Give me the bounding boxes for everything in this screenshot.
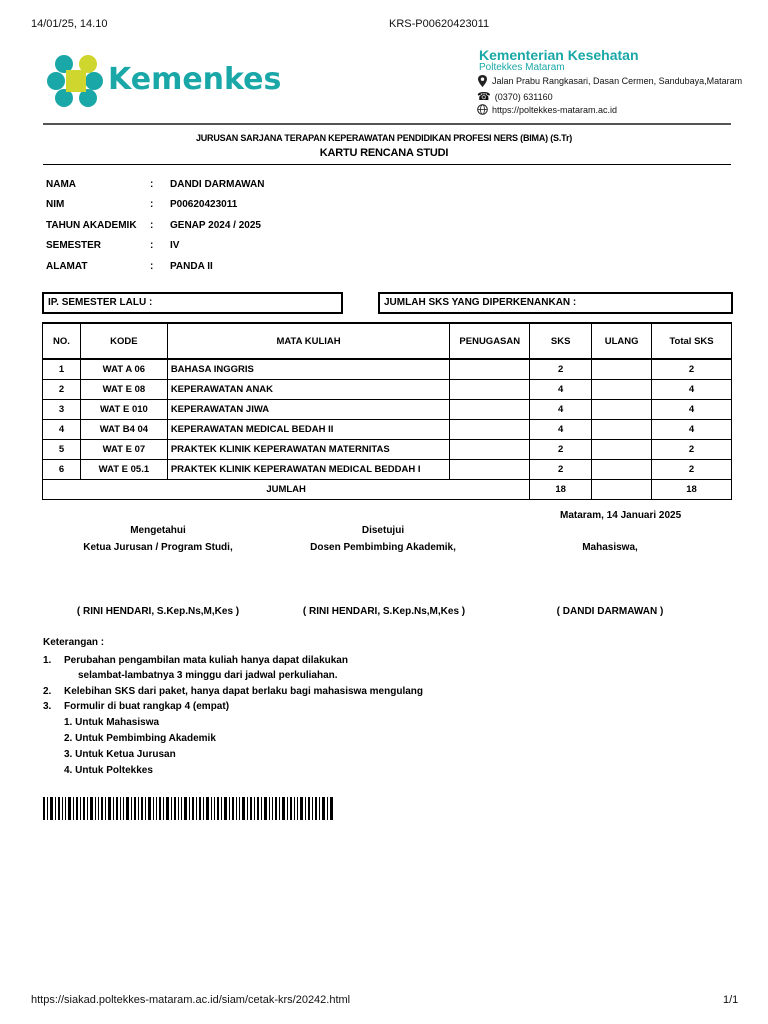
cell-matakuliah: BAHASA INGGRIS	[167, 359, 449, 380]
cell-kode: WAT E 010	[80, 400, 167, 420]
org-website	[477, 104, 617, 115]
cell-matakuliah: PRAKTEK KLINIK KEPERAWATAN MEDICAL BEDDAH I	[167, 460, 449, 480]
print-doc-title: KRS-P00620423011	[389, 18, 490, 30]
cell-matakuliah: KEPERAWATAN ANAK	[167, 380, 449, 400]
col-matakuliah-header: MATA KULIAH	[167, 323, 449, 359]
sks-allowed-label: JUMLAH SKS YANG DIPERKENANKAN :	[384, 297, 577, 308]
sig-right-line2: Mahasiswa,	[582, 542, 638, 553]
sig-right-name: ( DANDI DARMAWAN )	[556, 606, 664, 617]
cell-total: 2	[652, 440, 732, 460]
sig-mid-name: ( RINI HENDARI, S.Kep.Ns,M,Kes )	[302, 606, 466, 617]
note-3-text: Formulir di buat rangkap 4 (empat)	[64, 701, 230, 712]
cell-total: 4	[652, 400, 732, 420]
ip-semester-box	[42, 292, 343, 314]
print-datetime: 14/01/25, 14.10	[31, 18, 108, 30]
cell-penugasan	[450, 460, 530, 480]
col-sks-header: SKS	[530, 323, 592, 359]
table-row	[43, 460, 732, 480]
cell-penugasan	[450, 440, 530, 460]
identity-colon: :	[150, 261, 154, 272]
col-ulang-header: ULANG	[592, 323, 652, 359]
note-3-sub-item: 3. Untuk Ketua Jurusan	[64, 749, 176, 760]
cell-penugasan	[450, 380, 530, 400]
col-penugasan-header: PENUGASAN	[450, 323, 530, 359]
cell-sks: 2	[530, 440, 592, 460]
identity-colon: :	[150, 179, 154, 190]
document-title: KARTU RENCANA STUDI	[319, 147, 449, 159]
phone-icon: ☎	[477, 91, 491, 103]
cell-penugasan	[450, 359, 530, 380]
cell-ulang	[592, 359, 652, 380]
cell-sks: 4	[530, 400, 592, 420]
note-3-number: 3.	[43, 701, 52, 712]
header-divider	[43, 123, 731, 125]
cell-penugasan	[450, 400, 530, 420]
globe-icon	[477, 104, 488, 115]
cell-kode: WAT E 08	[80, 380, 167, 400]
note-3-sub-item: 2. Untuk Pembimbing Akademik	[64, 733, 216, 744]
total-label: JUMLAH	[43, 480, 530, 500]
table-row	[43, 359, 732, 380]
identity-value: DANDI DARMAWAN	[170, 179, 265, 190]
cell-matakuliah: KEPERAWATAN JIWA	[167, 400, 449, 420]
department-title: JURUSAN SARJANA TERAPAN KEPERAWATAN PENDIDIKAN PROFESI NERS (BIMA) (S.Tr)	[195, 133, 573, 143]
sig-mid-line1: Disetujui	[361, 525, 405, 536]
cell-sks: 2	[530, 359, 592, 380]
total-total: 18	[652, 480, 732, 500]
org-phone	[477, 90, 553, 103]
note-2-number: 2.	[43, 686, 52, 697]
print-url: https://siakad.poltekkes-mataram.ac.id/siam/cetak-krs/20242.html	[31, 994, 351, 1006]
col-kode-header: KODE	[80, 323, 167, 359]
cell-no: 4	[43, 420, 81, 440]
table-header-row	[43, 323, 732, 359]
cell-kode: WAT A 06	[80, 359, 167, 380]
table-total-row	[43, 480, 732, 500]
notes-heading: Keterangan :	[43, 637, 105, 648]
cell-kode: WAT E 05.1	[80, 460, 167, 480]
cell-ulang	[592, 460, 652, 480]
total-sks: 18	[530, 480, 592, 500]
note-1-line-a: Perubahan pengambilan mata kuliah hanya dapat dilakukan	[64, 655, 348, 666]
org-sub: Poltekkes Mataram	[479, 62, 565, 73]
note-1-number: 1.	[43, 655, 52, 666]
cell-sks: 4	[530, 380, 592, 400]
total-ulang	[592, 480, 652, 500]
cell-sks: 4	[530, 420, 592, 440]
identity-colon: :	[150, 220, 154, 231]
identity-label: SEMESTER	[46, 240, 102, 251]
cell-no: 3	[43, 400, 81, 420]
identity-label: NIM	[46, 199, 65, 210]
location-pin-icon	[477, 75, 488, 87]
barcode-image	[43, 797, 333, 820]
cell-total: 4	[652, 380, 732, 400]
identity-label: TAHUN AKADEMIK	[46, 220, 137, 231]
identity-value: GENAP 2024 / 2025	[170, 220, 261, 231]
cell-matakuliah: PRAKTEK KLINIK KEPERAWATAN MATERNITAS	[167, 440, 449, 460]
address-text: Jalan Prabu Rangkasari, Dasan Cermen, Sandubaya,Mataram	[492, 76, 743, 86]
place-date: Mataram, 14 Januari 2025	[560, 510, 682, 521]
cell-total: 4	[652, 420, 732, 440]
sks-allowed-box	[378, 292, 733, 314]
cell-matakuliah: KEPERAWATAN MEDICAL BEDAH II	[167, 420, 449, 440]
table-row	[43, 400, 732, 420]
website-text[interactable]: https://poltekkes-mataram.ac.id	[492, 104, 618, 115]
identity-value: IV	[170, 240, 180, 251]
identity-label: ALAMAT	[46, 261, 88, 272]
col-no-header: NO.	[43, 323, 81, 359]
org-name: Kementerian Kesehatan	[479, 47, 639, 63]
sig-mid-line2: Dosen Pembimbing Akademik,	[310, 542, 456, 553]
sig-left-line1: Mengetahui	[130, 525, 186, 536]
cell-penugasan	[450, 420, 530, 440]
cell-ulang	[592, 380, 652, 400]
cell-no: 5	[43, 440, 81, 460]
cell-ulang	[592, 440, 652, 460]
identity-colon: :	[150, 199, 154, 210]
phone-text: (0370) 631160	[494, 91, 553, 102]
cell-ulang	[592, 400, 652, 420]
identity-value: PANDA II	[170, 261, 213, 272]
table-row	[43, 380, 732, 400]
table-row	[43, 420, 732, 440]
sig-left-line2: Ketua Jurusan / Program Studi,	[83, 542, 233, 553]
cell-total: 2	[652, 460, 732, 480]
courses-table	[42, 322, 732, 500]
cell-no: 6	[43, 460, 81, 480]
cell-no: 2	[43, 380, 81, 400]
print-page-number: 1/1	[723, 994, 739, 1006]
cell-sks: 2	[530, 460, 592, 480]
identity-label: NAMA	[46, 179, 76, 190]
note-1-line-b: selambat-lambatnya 3 minggu dari jadwal perkuliahan.	[78, 670, 338, 681]
cell-ulang	[592, 420, 652, 440]
kemenkes-logo-icon	[44, 50, 106, 112]
cell-kode: WAT E 07	[80, 440, 167, 460]
cell-no: 1	[43, 359, 81, 380]
ip-semester-label: IP. SEMESTER LALU :	[48, 297, 153, 308]
cell-total: 2	[652, 359, 732, 380]
sig-left-name: ( RINI HENDARI, S.Kep.Ns,M,Kes )	[76, 606, 240, 617]
note-2-text: Kelebihan SKS dari paket, hanya dapat berlaku bagi mahasiswa mengulang	[64, 686, 423, 697]
table-row	[43, 440, 732, 460]
cell-kode: WAT B4 04	[80, 420, 167, 440]
logo-wordmark: Kemenkes	[108, 62, 282, 97]
title-divider	[43, 164, 731, 165]
note-3-sub-item: 4. Untuk Poltekkes	[64, 765, 153, 776]
identity-colon: :	[150, 240, 154, 251]
note-3-sub-item: 1. Untuk Mahasiswa	[64, 717, 160, 728]
org-address	[477, 75, 742, 87]
identity-value: P00620423011	[170, 199, 238, 210]
col-total-header: Total SKS	[652, 323, 732, 359]
